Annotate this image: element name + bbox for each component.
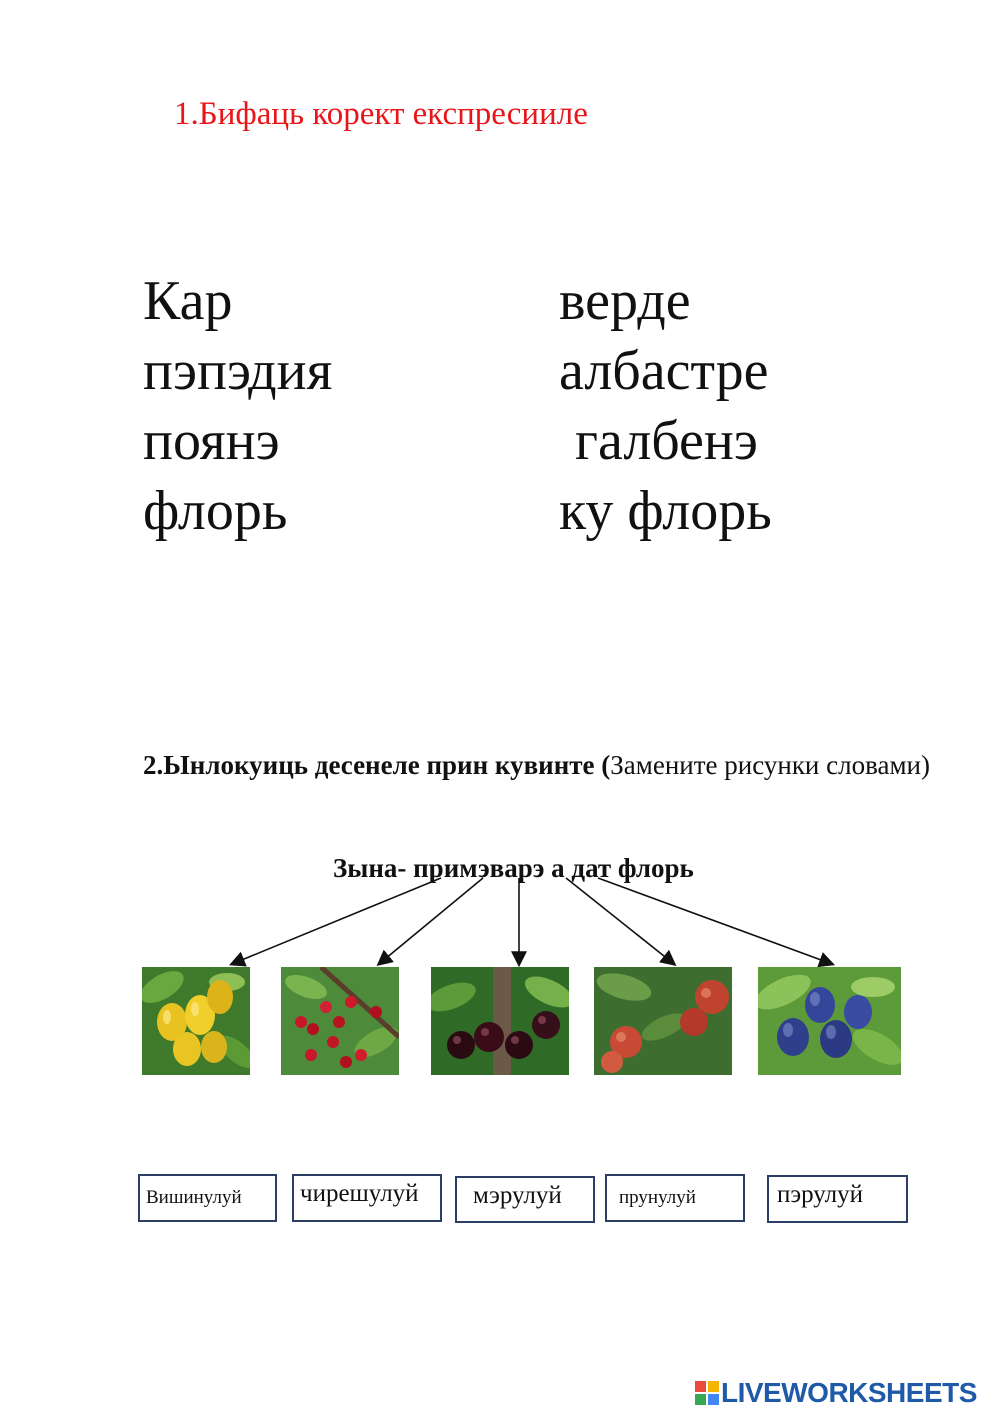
answer-box[interactable] xyxy=(292,1174,442,1222)
answer-label: Вишинулуй xyxy=(146,1187,242,1208)
center-title: Зына- примэварэ а дат флорь xyxy=(333,853,694,883)
answer-box[interactable] xyxy=(605,1174,745,1222)
arrow xyxy=(232,878,441,964)
exercise1-title: 1.Бифаць корект експресииле xyxy=(174,96,588,132)
left-word[interactable]: флорь xyxy=(143,480,288,542)
answer-label: чирешулуй xyxy=(300,1180,419,1207)
brand-name: LIVEWORKSHEETS xyxy=(721,1377,977,1408)
left-word[interactable]: Кар xyxy=(143,270,233,332)
exercise2-title-translation: Замените рисунки словами) xyxy=(610,750,930,780)
plums-photo-icon xyxy=(758,967,901,1075)
exercise2-title-bold: 2.Ынлокуиць десенеле прин кувинте ( xyxy=(143,750,611,780)
right-word[interactable]: ку флорь xyxy=(559,480,772,542)
cherries-photo-icon xyxy=(281,967,399,1075)
arrow xyxy=(379,878,483,964)
apples-photo-icon xyxy=(594,967,732,1075)
answer-label: пэрулуй xyxy=(777,1181,864,1208)
arrow xyxy=(598,878,832,964)
right-word[interactable]: галбенэ xyxy=(575,410,758,472)
dark-cherries-photo-icon xyxy=(431,967,569,1075)
liveworksheets-logo xyxy=(695,1376,977,1410)
logo-grid-icon xyxy=(695,1381,719,1405)
answer-label: прунулуй xyxy=(619,1187,696,1208)
answer-box[interactable] xyxy=(138,1174,277,1222)
answer-label: мэрулуй xyxy=(473,1182,562,1209)
answer-box[interactable] xyxy=(767,1175,908,1223)
right-word[interactable]: албастре xyxy=(559,340,769,402)
answer-box[interactable] xyxy=(455,1176,595,1223)
arrow xyxy=(566,878,674,964)
left-word[interactable]: пэпэдия xyxy=(143,340,333,402)
right-word[interactable]: верде xyxy=(559,270,691,332)
left-word[interactable]: поянэ xyxy=(143,410,280,472)
pears-photo-icon xyxy=(142,967,250,1075)
